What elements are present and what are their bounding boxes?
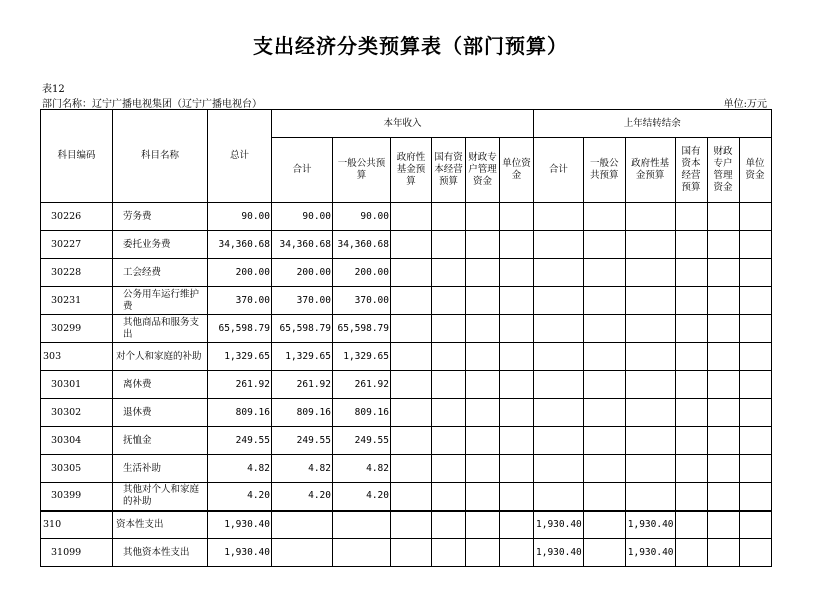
cell-current-2 [391,231,432,259]
cell-current-1: 200.00 [333,259,391,287]
cell-carry-5 [739,203,771,231]
cell-current-2 [391,511,432,539]
cell-carry-2 [625,399,675,427]
cell-carry-5 [739,315,771,343]
header-carry-unit-funds: 单位资金 [739,138,771,203]
cell-current-1: 4.82 [333,455,391,483]
cell-carry-4 [707,483,739,511]
cell-carry-4 [707,427,739,455]
cell-carry-3 [675,315,707,343]
header-cur-total: 合计 [272,138,333,203]
header-cur-unit-funds: 单位资金 [500,138,534,203]
cell-current-5 [500,371,534,399]
header-cur-special-account: 财政专户管理资金 [466,138,500,203]
header-cur-state-capital: 国有资本经营预算 [432,138,466,203]
cell-current-2 [391,259,432,287]
cell-carry-4 [707,455,739,483]
header-carry-special-account: 财政专户管理资金 [707,138,739,203]
cell-carry-0 [534,287,584,315]
cell-current-4 [466,427,500,455]
cell-carry-1 [583,371,625,399]
cell-current-4 [466,287,500,315]
header-current-income: 本年收入 [272,110,534,138]
cell-current-2 [391,427,432,455]
header-code: 科目编码 [41,110,113,203]
cell-carry-4 [707,231,739,259]
cell-name: 对个人和家庭的补助 [113,343,208,371]
header-row-1 [41,110,772,138]
cell-total: 261.92 [208,371,272,399]
header-carry-fund: 政府性基金预算 [625,138,675,203]
cell-total: 4.20 [208,483,272,511]
cell-carry-0 [534,399,584,427]
cell-carry-0 [534,203,584,231]
cell-carry-4 [707,343,739,371]
cell-current-3 [432,455,466,483]
table-row [41,259,772,287]
cell-name: 工会经费 [113,259,208,287]
cell-total: 200.00 [208,259,272,287]
cell-carry-3 [675,203,707,231]
table-number: 表12 [42,84,65,95]
cell-current-3 [432,287,466,315]
cell-current-3 [432,203,466,231]
cell-current-3 [432,259,466,287]
cell-current-2 [391,371,432,399]
cell-code: 30231 [41,287,113,315]
cell-current-5 [500,455,534,483]
cell-carry-3 [675,483,707,511]
cell-code: 30304 [41,427,113,455]
cell-current-5 [500,343,534,371]
cell-total: 34,360.68 [208,231,272,259]
cell-current-1: 34,360.68 [333,231,391,259]
cell-total: 90.00 [208,203,272,231]
cell-carry-0: 1,930.40 [534,511,584,539]
cell-code: 30305 [41,455,113,483]
cell-carry-5 [739,483,771,511]
cell-current-5 [500,287,534,315]
cell-current-4 [466,203,500,231]
cell-carry-4 [707,511,739,539]
cell-current-2 [391,483,432,511]
cell-current-0: 809.16 [272,399,333,427]
cell-carry-2 [625,455,675,483]
cell-carry-2 [625,203,675,231]
cell-current-1: 809.16 [333,399,391,427]
cell-total: 4.82 [208,455,272,483]
cell-carry-5 [739,371,771,399]
cell-code: 30228 [41,259,113,287]
cell-current-3 [432,483,466,511]
unit-label: 单位:万元 [723,99,767,110]
cell-carry-1 [583,203,625,231]
cell-current-5 [500,483,534,511]
cell-carry-5 [739,399,771,427]
cell-current-4 [466,539,500,567]
cell-current-0: 200.00 [272,259,333,287]
cell-carry-0: 1,930.40 [534,539,584,567]
table-row [41,315,772,343]
cell-carry-0 [534,455,584,483]
cell-current-0: 370.00 [272,287,333,315]
cell-current-0: 1,329.65 [272,343,333,371]
cell-current-1: 65,598.79 [333,315,391,343]
cell-carry-5 [739,511,771,539]
table-row [41,203,772,231]
cell-current-2 [391,203,432,231]
table-row [41,287,772,315]
cell-carry-1 [583,399,625,427]
cell-name: 劳务费 [113,203,208,231]
table-row [41,399,772,427]
cell-current-3 [432,399,466,427]
cell-carry-3 [675,511,707,539]
cell-carry-1 [583,287,625,315]
cell-carry-5 [739,259,771,287]
cell-total: 809.16 [208,399,272,427]
department-name: 部门名称：辽宁广播电视集团（辽宁广播电视台） [42,99,262,110]
cell-current-5 [500,315,534,343]
budget-table [40,109,772,567]
cell-carry-5 [739,343,771,371]
cell-current-5 [500,399,534,427]
cell-carry-1 [583,343,625,371]
cell-current-3 [432,539,466,567]
header-cur-fund: 政府性基金预算 [391,138,432,203]
cell-current-1 [333,511,391,539]
cell-code: 30299 [41,315,113,343]
cell-name: 生活补助 [113,455,208,483]
cell-current-4 [466,371,500,399]
cell-current-4 [466,231,500,259]
cell-name: 其他资本性支出 [113,539,208,567]
cell-carry-3 [675,231,707,259]
cell-current-5 [500,539,534,567]
table-row [41,343,772,371]
table-row [41,231,772,259]
cell-current-5 [500,203,534,231]
header-carry-general: 一般公共预算 [583,138,625,203]
cell-carry-5 [739,287,771,315]
cell-current-1: 4.20 [333,483,391,511]
header-total: 总计 [208,110,272,203]
cell-name: 退休费 [113,399,208,427]
cell-carry-1 [583,511,625,539]
cell-current-3 [432,511,466,539]
cell-carry-1 [583,315,625,343]
cell-carry-2 [625,343,675,371]
cell-carry-0 [534,231,584,259]
cell-carry-1 [583,483,625,511]
cell-carry-1 [583,455,625,483]
cell-carry-5 [739,455,771,483]
cell-code: 310 [41,511,113,539]
cell-carry-4 [707,539,739,567]
cell-carry-3 [675,399,707,427]
cell-carry-3 [675,259,707,287]
cell-current-4 [466,343,500,371]
cell-current-2 [391,539,432,567]
cell-current-3 [432,371,466,399]
cell-current-2 [391,455,432,483]
cell-carry-1 [583,427,625,455]
cell-name: 离休费 [113,371,208,399]
header-carryover: 上年结转结余 [534,110,772,138]
table-row [41,427,772,455]
cell-carry-0 [534,315,584,343]
cell-current-0: 34,360.68 [272,231,333,259]
header-cur-general: 一般公共预算 [333,138,391,203]
cell-carry-4 [707,399,739,427]
cell-carry-5 [739,427,771,455]
cell-code: 30226 [41,203,113,231]
cell-current-1: 1,329.65 [333,343,391,371]
cell-current-0: 261.92 [272,371,333,399]
cell-code: 303 [41,343,113,371]
cell-carry-2 [625,259,675,287]
table-body [41,203,772,567]
cell-code: 30302 [41,399,113,427]
cell-total: 1,930.40 [208,511,272,539]
cell-carry-2 [625,483,675,511]
cell-code: 31099 [41,539,113,567]
cell-current-1: 249.55 [333,427,391,455]
table-row [41,511,772,539]
cell-carry-4 [707,259,739,287]
cell-current-1 [333,539,391,567]
cell-carry-2 [625,371,675,399]
cell-carry-3 [675,455,707,483]
cell-name: 其他商品和服务支出 [113,315,208,343]
cell-current-0: 90.00 [272,203,333,231]
cell-carry-2: 1,930.40 [625,511,675,539]
cell-current-1: 261.92 [333,371,391,399]
cell-carry-0 [534,483,584,511]
header-name: 科目名称 [113,110,208,203]
cell-current-5 [500,511,534,539]
cell-current-5 [500,259,534,287]
cell-current-0: 4.82 [272,455,333,483]
cell-current-0: 65,598.79 [272,315,333,343]
cell-carry-0 [534,371,584,399]
cell-current-4 [466,455,500,483]
cell-name: 资本性支出 [113,511,208,539]
cell-current-2 [391,399,432,427]
cell-code: 30227 [41,231,113,259]
table-row [41,371,772,399]
cell-current-3 [432,427,466,455]
cell-carry-3 [675,371,707,399]
cell-current-3 [432,315,466,343]
cell-carry-3 [675,343,707,371]
cell-current-4 [466,511,500,539]
cell-current-4 [466,399,500,427]
cell-total: 65,598.79 [208,315,272,343]
cell-carry-3 [675,287,707,315]
cell-carry-4 [707,371,739,399]
cell-carry-3 [675,539,707,567]
cell-current-1: 370.00 [333,287,391,315]
cell-code: 30399 [41,483,113,511]
cell-carry-2: 1,930.40 [625,539,675,567]
table-row [41,455,772,483]
cell-current-2 [391,315,432,343]
cell-current-1: 90.00 [333,203,391,231]
cell-carry-5 [739,539,771,567]
cell-name: 公务用车运行维护费 [113,287,208,315]
cell-carry-3 [675,427,707,455]
cell-carry-2 [625,315,675,343]
cell-current-0 [272,539,333,567]
cell-name: 抚恤金 [113,427,208,455]
page-title: 支出经济分类预算表（部门预算） [253,34,568,58]
cell-current-3 [432,231,466,259]
cell-carry-2 [625,287,675,315]
cell-carry-0 [534,343,584,371]
cell-carry-4 [707,287,739,315]
cell-carry-2 [625,231,675,259]
cell-carry-0 [534,427,584,455]
cell-carry-4 [707,315,739,343]
cell-current-2 [391,343,432,371]
cell-current-4 [466,315,500,343]
cell-carry-1 [583,539,625,567]
header-carry-state-capital: 国有资本经营预算 [675,138,707,203]
cell-current-5 [500,427,534,455]
cell-code: 30301 [41,371,113,399]
cell-total: 1,329.65 [208,343,272,371]
cell-carry-1 [583,259,625,287]
cell-carry-5 [739,231,771,259]
cell-carry-2 [625,427,675,455]
cell-current-0: 249.55 [272,427,333,455]
cell-current-4 [466,259,500,287]
cell-current-5 [500,231,534,259]
cell-name: 其他对个人和家庭的补助 [113,483,208,511]
cell-name: 委托业务费 [113,231,208,259]
cell-total: 249.55 [208,427,272,455]
cell-total: 1,930.40 [208,539,272,567]
cell-carry-0 [534,259,584,287]
cell-current-0 [272,511,333,539]
table-row [41,483,772,511]
cell-total: 370.00 [208,287,272,315]
cell-carry-1 [583,231,625,259]
cell-current-3 [432,343,466,371]
cell-current-0: 4.20 [272,483,333,511]
header-carry-total: 合计 [534,138,584,203]
table-row [41,539,772,567]
cell-current-2 [391,287,432,315]
cell-carry-4 [707,203,739,231]
cell-current-4 [466,483,500,511]
